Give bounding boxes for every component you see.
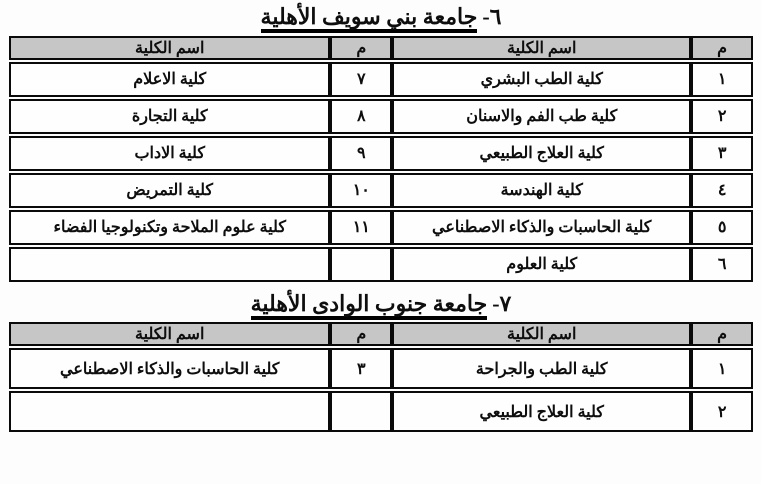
table-header-row (9, 36, 753, 60)
college-name-cell: كلية طب الفم والاسنان (392, 99, 691, 134)
college-name-cell: كلية العلوم (392, 247, 691, 282)
table-row (9, 136, 753, 171)
index-cell: ١٠ (330, 173, 392, 208)
header-index-right: م (691, 36, 753, 60)
college-name-cell: كلية الطب البشري (392, 62, 691, 97)
table-row (9, 348, 753, 389)
index-cell: ١١ (330, 210, 392, 245)
colleges-table-south-valley (9, 320, 753, 434)
header-index-left: م (330, 322, 392, 346)
college-name-cell: كلية الاعلام (9, 62, 330, 97)
table-row (9, 391, 753, 432)
index-cell: ١ (691, 348, 753, 389)
index-cell: ٢ (691, 99, 753, 134)
index-cell (330, 391, 392, 432)
index-cell: ١ (691, 62, 753, 97)
college-name-cell: كلية علوم الملاحة وتكنولوجيا الفضاء (9, 210, 330, 245)
header-index-right: م (691, 322, 753, 346)
college-name-cell (9, 247, 330, 282)
index-cell (330, 247, 392, 282)
header-college-name-left: اسم الكلية (9, 322, 330, 346)
index-cell: ٣ (691, 136, 753, 171)
index-cell: ٣ (330, 348, 392, 389)
table-row (9, 62, 753, 97)
colleges-table-beni-suef (9, 34, 753, 284)
index-cell: ٩ (330, 136, 392, 171)
table-row (9, 247, 753, 282)
section-title-beni-suef (9, 3, 753, 31)
section-title-south-valley (9, 290, 753, 318)
college-name-cell: كلية الطب والجراحة (392, 348, 691, 389)
college-name-cell (9, 391, 330, 432)
table-row (9, 210, 753, 245)
college-name-cell: كلية الحاسبات والذكاء الاصطناعي (392, 210, 691, 245)
university-name: جامعة بني سويف الأهلية (261, 4, 478, 33)
header-college-name-right: اسم الكلية (392, 36, 691, 60)
college-name-cell: كلية التمريض (9, 173, 330, 208)
index-cell: ٨ (330, 99, 392, 134)
table-header-row (9, 322, 753, 346)
index-cell: ٢ (691, 391, 753, 432)
university-name: جامعة جنوب الوادى الأهلية (251, 291, 488, 320)
college-name-cell: كلية الحاسبات والذكاء الاصطناعي (9, 348, 330, 389)
header-index-left: م (330, 36, 392, 60)
college-name-cell: كلية الهندسة (392, 173, 691, 208)
index-cell: ٧ (330, 62, 392, 97)
college-name-cell: كلية العلاج الطبيعي (392, 391, 691, 432)
table-row (9, 99, 753, 134)
section-number: ٦- (482, 4, 502, 29)
college-name-cell: كلية التجارة (9, 99, 330, 134)
table-row (9, 173, 753, 208)
college-name-cell: كلية العلاج الطبيعي (392, 136, 691, 171)
header-college-name-right: اسم الكلية (392, 322, 691, 346)
index-cell: ٤ (691, 173, 753, 208)
header-college-name-left: اسم الكلية (9, 36, 330, 60)
college-name-cell: كلية الاداب (9, 136, 330, 171)
index-cell: ٥ (691, 210, 753, 245)
index-cell: ٦ (691, 247, 753, 282)
section-number: ٧- (492, 290, 512, 316)
